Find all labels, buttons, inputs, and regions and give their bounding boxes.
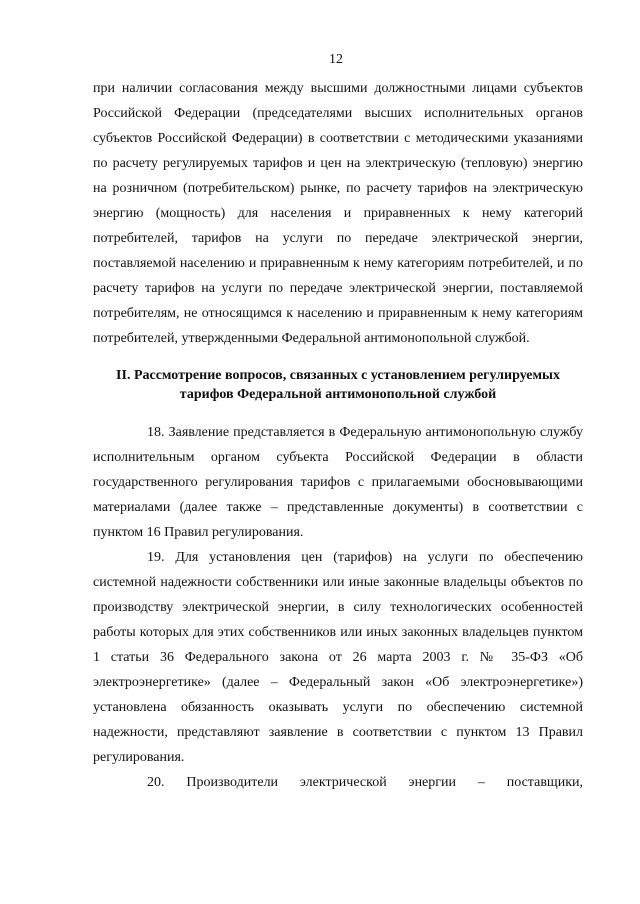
- paragraph-20: 20. Производители электрической энергии – поставщики,: [147, 775, 583, 790]
- document-body: [93, 76, 583, 795]
- section-heading-line-1: II. Рассмотрение вопросов, связанных с установлением регулируемых: [116, 368, 560, 383]
- page-number: 12: [329, 52, 343, 67]
- intro-paragraph: при наличии согласования между высшими должностными лицами субъектов Российской Федерации (председателями высших исполнительных органов субъектов Российской Федерации) в соответствии с методическими указаниями по расчету регулируемых тарифов и цен на электрическую (тепловую) энергию на розничном (потребительском) рынке, по расчету тарифов на электрическую энергию (мощность) для населения и приравненных к нему категорий потребителей, тарифов на услуги по передаче электрической энергии, поставляемой населению и приравненным к нему категориям потребителей, и по расчету тарифов на услуги по передаче электрической энергии, поставляемой потребителям, не относящимся к населению и приравненным к нему категориям потребителей, утвержденными Федеральной антимонопольной службой.: [93, 81, 583, 346]
- paragraph-18: 18. Заявление представляется в Федеральную антимонопольную службу исполнительным органом субъекта Российской Федерации в области государственного регулирования тарифов с прилагаемыми обосновывающими материалами (далее также – представленные документы) в соответствии с пунктом 16 Правил регулирования.: [93, 425, 583, 540]
- paragraph-19: 19. Для установления цен (тарифов) на услуги по обеспечению системной надежности собственники или иные законные владельцы объектов по производству электрической энергии, в силу технологических особенностей работы которых для этих собственников или иных законных владельцев пунктом 1 статьи 36 Федерального закона от 26 марта 2003 г. № 35-ФЗ «Об электроэнергетике» (далее – Федеральный закон «Об электроэнергетике») установлена обязанность оказывать услуги по обеспечению системной надежности, представляют заявление в соответствии с пунктом 13 Правил регулирования.: [93, 550, 583, 765]
- section-heading: [93, 366, 583, 404]
- section-heading-line-2: тарифов Федеральной антимонопольной службой: [179, 387, 497, 402]
